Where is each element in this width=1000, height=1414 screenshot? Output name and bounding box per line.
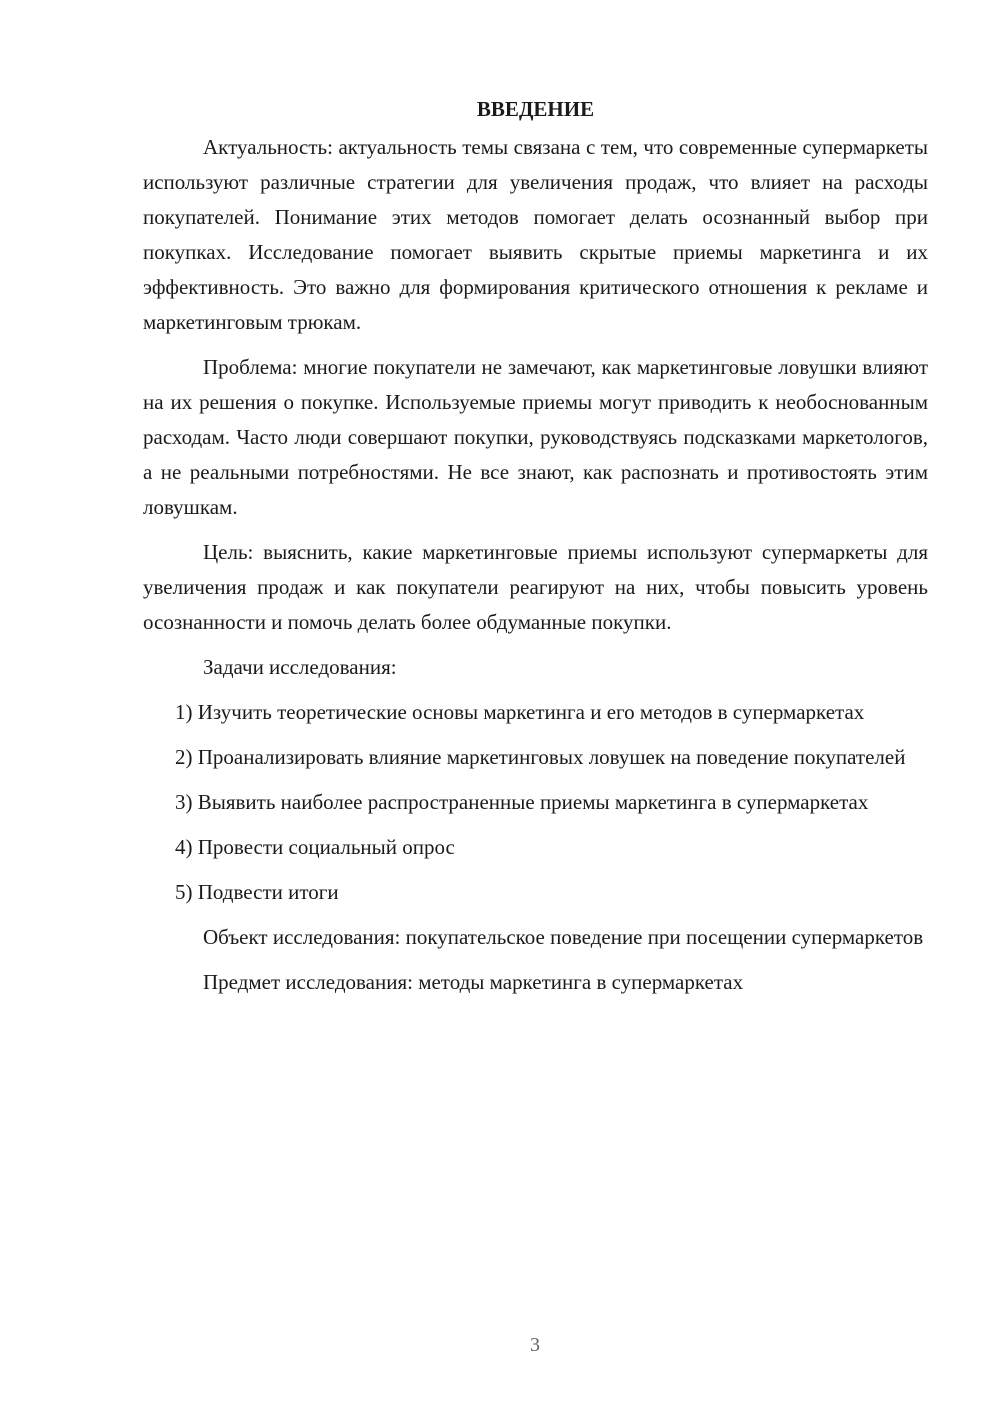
task-item-2: 2) Проанализировать влияние маркетинговых ловушек на поведение покупателей	[175, 745, 906, 769]
paragraph-problem: Проблема: многие покупатели не замечают, как маркетинговые ловушки влияют на их решения о покупке. Используемые приемы могут приводить к необоснованным расходам. Часто люди совершают покупки, руководствуясь подсказками маркетологов, а не реальными потребностями. Не все знают, как распознать и противостоять этим ловушкам.	[143, 355, 928, 519]
task-item-3: 3) Выявить наиболее распространенные приемы маркетинга в супермаркетах	[175, 790, 869, 814]
section-title: ВВЕДЕНИЕ	[476, 97, 595, 121]
paragraph-object: Объект исследования: покупательское поведение при посещении супермаркетов	[203, 925, 924, 949]
paragraph-tasks-heading: Задачи исследования:	[203, 655, 397, 679]
page-number: 3	[530, 1334, 540, 1356]
paragraph-goal: Цель: выяснить, какие маркетинговые приемы используют супермаркеты для увеличения продаж и как покупатели реагируют на них, чтобы повысить уровень осознанности и помочь делать более обдуманные покупки.	[143, 540, 928, 634]
document-page	[143, 92, 928, 1010]
task-item-1: 1) Изучить теоретические основы маркетинга и его методов в супермаркетах	[175, 700, 865, 724]
paragraph-relevance: Актуальность: актуальность темы связана с тем, что современные супермаркеты используют различные стратегии для увеличения продаж, что влияет на расходы покупателей. Понимание этих методов помогает делать осознанный выбор при покупках. Исследование помогает выявить скрытые приемы маркетинга и их эффективность. Это важно для формирования критического отношения к рекламе и маркетинговым трюкам.	[143, 135, 928, 334]
paragraph-subject: Предмет исследования: методы маркетинга в супермаркетах	[203, 970, 744, 994]
task-item-5: 5) Подвести итоги	[175, 880, 339, 904]
task-item-4: 4) Провести социальный опрос	[175, 835, 455, 859]
